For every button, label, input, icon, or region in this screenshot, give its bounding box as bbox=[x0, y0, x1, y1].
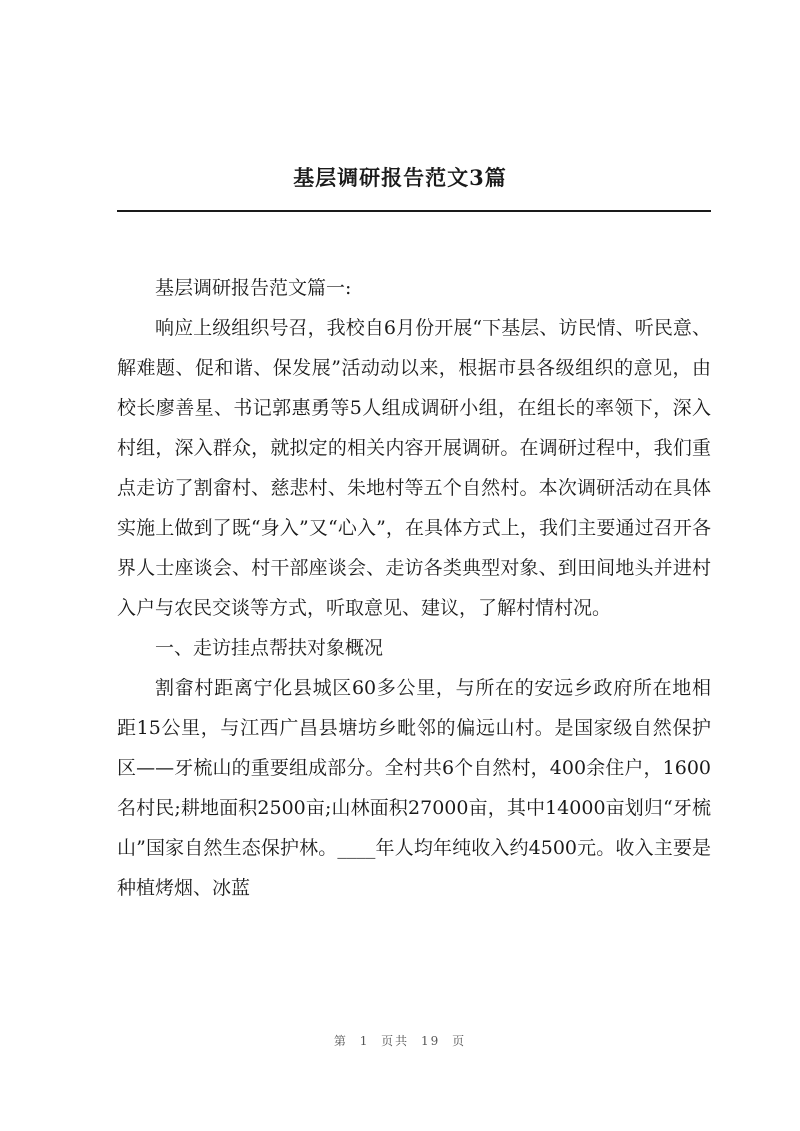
section-heading: 基层调研报告范文篇一: bbox=[155, 277, 352, 299]
paragraph-intro: 响应上级组织号召，我校自6月份开展“下基层、访民情、听民意、解难题、促和谐、保发展”活动动以来，根据市县各级组织的意见，由校长廖善星、书记郭惠勇等5人组成调研小组，在组长的率领下，深入村组，深入群众，就拟定的相关内容开展调研。在调研过程中，我们重点走访了割畲村、慈悲村、朱地村等五个自然村。本次调研活动在具体实施上做到了既“身入”又“心入”，在具体方式上，我们主要通过召开各界人士座谈会、村干部座谈会、走访各类典型对象、到田间地头并进村入户与农民交谈等方式，听取意见、建议，了解村情村况。 bbox=[117, 317, 711, 619]
document-body bbox=[117, 268, 711, 908]
subsection-heading: 一、走访挂点帮扶对象概况 bbox=[155, 637, 384, 659]
paragraph-village-overview: 割畲村距离宁化县城区60多公里，与所在的安远乡政府所在地相距15公里，与江西广昌县塘坊乡毗邻的偏远山村。是国家级自然保护区——牙梳山的重要组成部分。全村共6个自然村，400余住户，1600名村民;耕地面积2500亩;山林面积27000亩，其中14000亩划归“牙梳山”国家自然生态保护林。____年人均年纯收入约4500元。收入主要是种植烤烟、冰蓝 bbox=[117, 677, 711, 899]
page-title: 基层调研报告范文3篇 bbox=[293, 165, 507, 190]
page-number: 第 1 页共 19 页 bbox=[333, 1034, 467, 1048]
title-divider bbox=[117, 210, 711, 212]
